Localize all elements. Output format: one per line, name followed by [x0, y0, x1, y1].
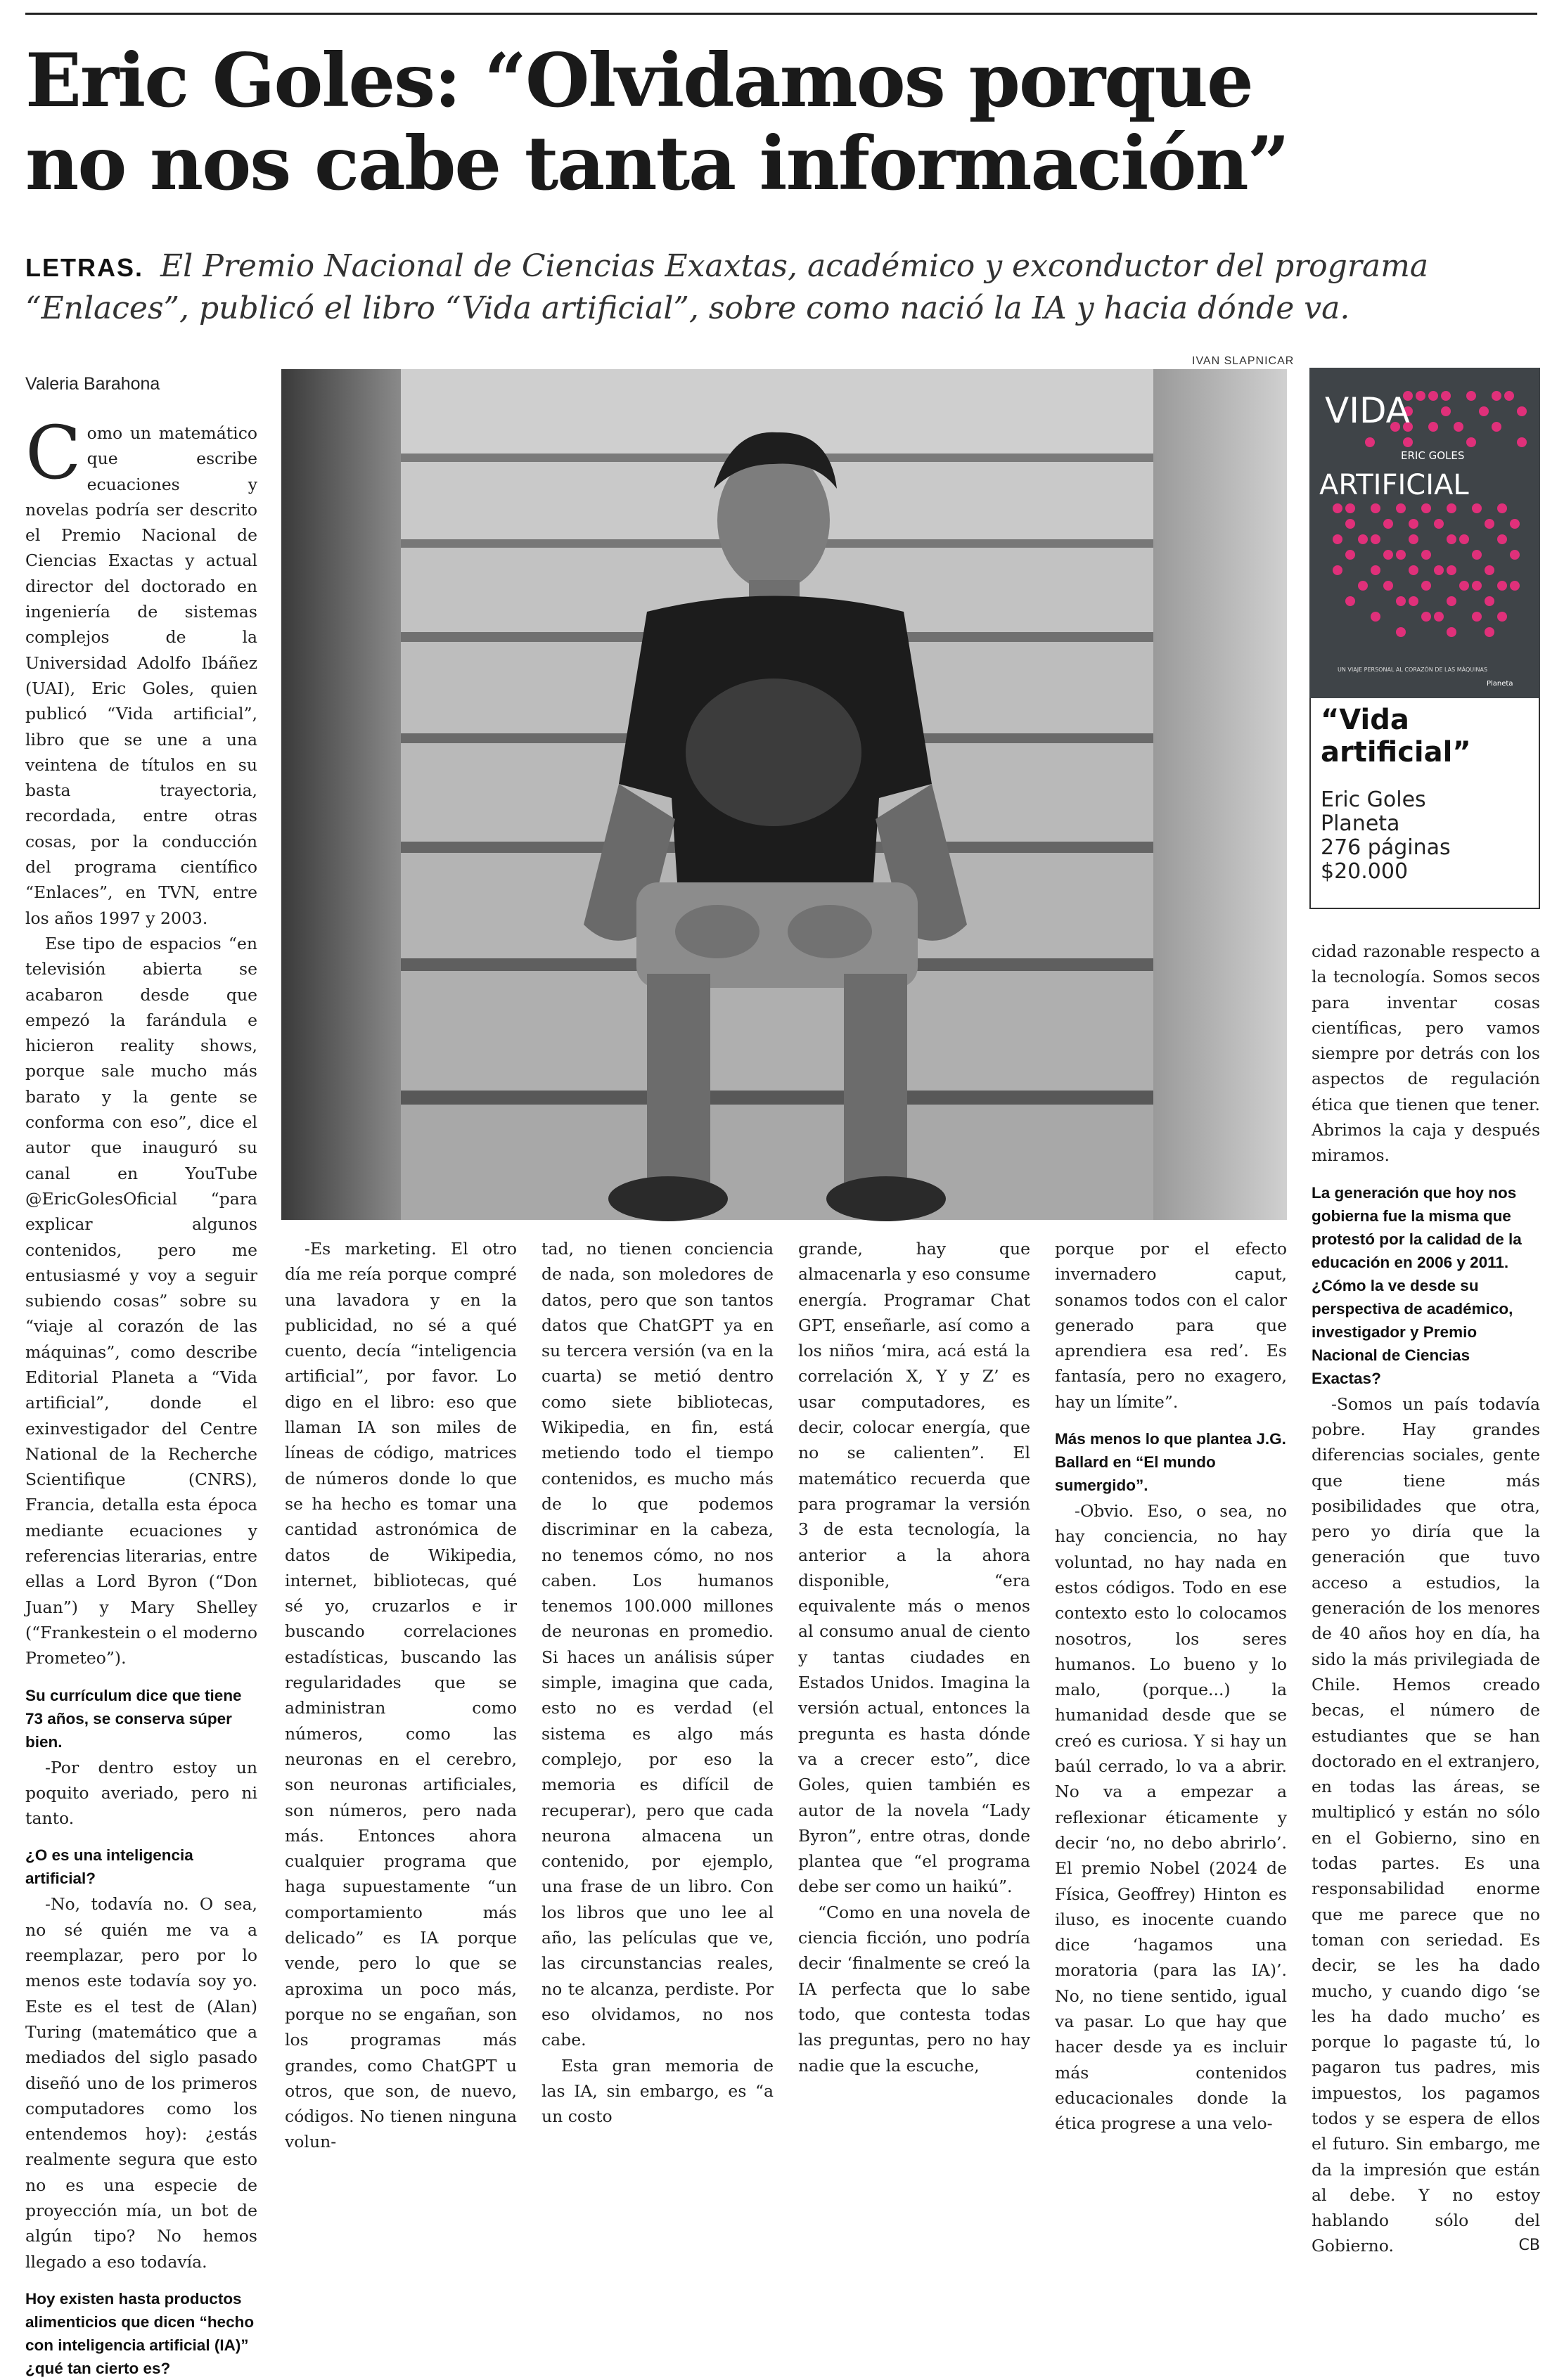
answer-age: -Por dentro estoy un poquito averiado, pero ni tanto.	[25, 1757, 257, 1829]
headline-line-1: Eric Goles: “Olvidamos porque	[25, 37, 1252, 124]
cover-title-artificial: ARTIFICIAL	[1319, 469, 1469, 501]
col5-paragraph-1: porque por el efecto invernadero caput, sonamos todos con el calor generado para que aprendiera esa red’. Es fantasía, pero no exagero, hay un límite”.	[1055, 1239, 1287, 1412]
col1-paragraph-2: Ese tipo de espacios “en televisión abierta se acabaron desde que empezó la farándula e hicieron reality shows, porque sale mucho más barato y la gente se conforma con eso”, dice el autor que inauguró su canal en YouTube @EricGolesOficial “para explicar algunos contenidos, pero me entusiasmé y voy a seguir subiendo cosas” sobre su “viaje al corazón de las máquinas”, como describe Editorial Planeta a “Vida artificial”, donde el exinvestigador del Centre National de la Recherche Scientifique (CNRS), Francia, detalla esta época mediante ecuaciones y referencias literarias, entre ellas a Lord Byron (“Don Juan”) y Mary Shelley (“Frankestein o el moderno Prometeo”).	[25, 933, 257, 1668]
top-rule	[25, 13, 1537, 15]
question-food-products: Hoy existen hasta productos alimenticios que dicen “hecho con inteligencia artificial (IA)” ¿qué tan cierto es?	[25, 2289, 255, 2377]
cover-tagline: UN VIAJE PERSONAL AL CORAZÓN DE LAS MÁQUINAS	[1338, 667, 1488, 673]
photo-illustration	[281, 369, 1287, 1220]
deck-text: El Premio Nacional de Ciencias Exaxtas, académico y exconductor del programa “Enlaces”, publicó el libro “Vida artificial”, sobre como nació la IA y hacia dónde va.	[25, 248, 1429, 326]
col4-paragraph-1: grande, hay que almacenarla y eso consume energía. Programar Chat GPT, enseñarle, así como a los niños ‘mira, acá está la correlación X, Y y Z’ es usar computadores, es decir, colocar energía, que no se calienten”. El matemático recuerda que para programar la versión 3 de esta tecnología, la anterior a la ahora disponible, “era equivalente más o menos al consumo anual de ciento y tantas ciudades en Estados Unidos. Imagina la versión actual, entonces la pregunta es hasta dónde va a crecer esto”, dice Goles, quien también es autor de la novela “Lady Byron”, entre otras, donde plantea que “el programa debe ser como un haikú”.	[798, 1239, 1030, 1897]
col3-paragraph-1: tad, no tienen conciencia de nada, son moledores de datos, pero que son tantos datos que ChatGPT ya en su tercera versión (va en la cuarta) se metió dentro como siete bibliotecas, Wikipedia, en fin, está metiendo todo el tiempo contenidos, es mucho más de lo que podemos discriminar en la cabeza, no tenemos cómo, no nos caben. Los humanos tenemos 100.000 millones de neuronas en promedio. Si haces un análisis súper simple, imagina que cada, esto no es verdad (el sistema es algo más complejo, por eso la memoria es difícil de recuperar), pero que cada neurona almacena un contenido, por ejemplo, una frase de un libro. Con los libros que uno lee al año, las películas que ve, las circunstancias reales, no te alcanza, perdiste. Por eso olvidamos, no nos cabe.	[541, 1239, 774, 2050]
book-cover	[1309, 368, 1540, 698]
right-wall	[1153, 369, 1287, 1220]
book-pages: 276 páginas	[1321, 835, 1451, 860]
headline-line-2: no nos cabe tanta información”	[25, 120, 1289, 207]
col1-paragraph-1: Como un matemático que escribe ecuaciones y novelas podría ser descrito el Premio Nacional de Ciencias Exactas y actual director del doctorado en ingeniería de sistemas complejos de la Universidad Adolfo Ibáñez (UAI), Eric Goles, quien publicó “Vida artificial”, libro que se une a una veintena de títulos en su basta trayectoria, recordada, entre otras cosas, por la conducción del programa científico “Enlaces”, en TVN, entre los años 1997 y 2003.	[25, 410, 257, 928]
section-kicker: LETRAS.	[25, 253, 144, 282]
cover-author: ERIC GOLES	[1401, 449, 1465, 462]
col4-paragraph-2: “Como en una novela de ciencia ficción, uno podría decir ‘finalmente se creó la IA perfecta que lo sabe todo, que contesta todas las preguntas, pero no hay nadie que la escuche,	[798, 1902, 1030, 2076]
column-5	[1055, 1236, 1287, 2134]
col2-paragraph: -Es marketing. El otro día me reía porque compré una lavadora y en la publicidad, no sé a qué cuento, decía “inteligencia artificial”, por favor. Lo digo en el libro: eso que llaman IA son miles de líneas de código, matrices de números donde lo que se ha hecho es tomar una cantidad astronómica de datos de Wikipedia, internet, bibliotecas, qué sé yo, cruzarlos e ir buscando correlaciones estadísticas, buscando las regularidades que se administran como números, como las neuronas en el cerebro, son neuronas artificiales, son números, pero nada más. Entonces ahora cualquier programa que haga supuestamente “un comportamiento más delicado” es IA porque vende, pero lo que se aproxima un poco más, porque no se engañan, son los programas más grandes, como ChatGPT u otros, que son, de nuevo, códigos. No tienen ninguna volun-	[285, 1239, 517, 2152]
col3-paragraph-2: Esta gran memoria de las IA, sin embargo, es “a un costo	[541, 2055, 774, 2127]
question-ai: ¿O es una inteligencia artificial?	[25, 1846, 193, 1888]
cover-publisher: Planeta	[1487, 680, 1513, 688]
answer-ballard: -Obvio. Eso, o sea, no hay conciencia, no hay voluntad, no hay nada en estos códigos. Todo en ese contexto esto lo colocamos nosotros, los seres humanos. Lo bueno y lo malo, (porque...) la humanidad desde que se creó es curiosa. Y si hay un baúl cerrado, lo va a abrir. No va a empezar a reflexionar éticamente y decir ‘no, no debo abrirlo’. El premio Nobel (2024 de Física, Geoffrey) Hinton es iluso, es inocente cuando dice ‘hagamos una moratoria (para las IA)’. No, no tiene sentido, igual va pasar. Lo que hay que hacer desde ya es incluir más contenidos educacionales donde la ética progrese a una velo-	[1055, 1501, 1287, 2134]
main-photo	[281, 369, 1287, 1220]
drop-cap: C	[25, 410, 82, 496]
answer-ai: -No, todavía no. O sea, no sé quién me va a reemplazar, pero por lo menos este todavía soy yo. Este es el test de (Alan) Turing (matemático que a mediados del siglo pasado diseñó uno de los primeros computadores como los entendemos hoy): ¿estás realmente segura que esto no es una especie de proyección mía, un bot de algún tipo? No hemos llegado a eso todavía.	[25, 1894, 257, 2272]
question-ballard: Más menos lo que plantea J.G. Ballard en “El mundo sumergido”.	[1055, 1430, 1286, 1495]
book-publisher: Planeta	[1321, 811, 1400, 836]
column-4	[798, 1236, 1030, 2076]
headline	[25, 39, 1544, 205]
column-3	[541, 1236, 774, 2127]
book-cover-art	[1309, 368, 1540, 698]
column-2	[285, 1236, 517, 2152]
end-mark: CB	[1518, 2237, 1540, 2255]
byline: Valeria Barahona	[25, 374, 160, 394]
book-info-box	[1309, 698, 1540, 909]
photo-credit: IVAN SLAPNICAR	[1192, 355, 1295, 367]
book-price: $20.000	[1321, 859, 1409, 884]
col6-paragraph-1: cidad razonable respecto a la tecnología. Somos secos para inventar cosas científicas, pero vamos siempre por detrás con los aspectos de regulación ética que tienen que tener. Abrimos la caja y después miramos.	[1312, 941, 1540, 1166]
column-6	[1312, 939, 1540, 2256]
cover-title-vida: VIDA	[1325, 390, 1410, 431]
book-title: “Vida artificial”	[1321, 704, 1471, 768]
answer-generation: -Somos un país todavía pobre. Hay grandes diferencias sociales, gente que tiene más posibilidades que otra, pero yo diría que la generación que tuvo acceso a estudios, la generación de los menores de 40 años hoy en día, ha sido la más privilegiada de Chile. Hemos creado becas, el número de estudiantes que se han doctorado en el extranjero, en todas las áreas, se multiplicó y están no sólo en el Gobierno, sino en todas partes. Es una responsabilidad enorme que me parece que no toman con seriedad. Es decir, se les ha dado mucho, y cuando digo ‘se les ha dado mucho’ es porque lo pagaste tú, lo pagaron tus padres, mis impuestos, los pagamos todos y se espera de ellos el futuro. Sin embargo, me da la impresión que están al debe. Y no estoy hablando sólo del Gobierno. CB	[1312, 1391, 1540, 2259]
left-wall	[281, 369, 401, 1220]
question-generation: La generación que hoy nos gobierna fue la misma que protestó por la calidad de la educación en 2006 y 2011. ¿Cómo la ve desde su perspectiva de académico, investigador y Premio Nacional de Ciencias Exactas?	[1312, 1183, 1522, 1387]
column-1	[25, 410, 257, 2377]
question-age: Su currículum dice que tiene 73 años, se conserva súper bien.	[25, 1686, 242, 1751]
deck	[25, 246, 1537, 329]
book-author: Eric Goles	[1321, 787, 1426, 812]
